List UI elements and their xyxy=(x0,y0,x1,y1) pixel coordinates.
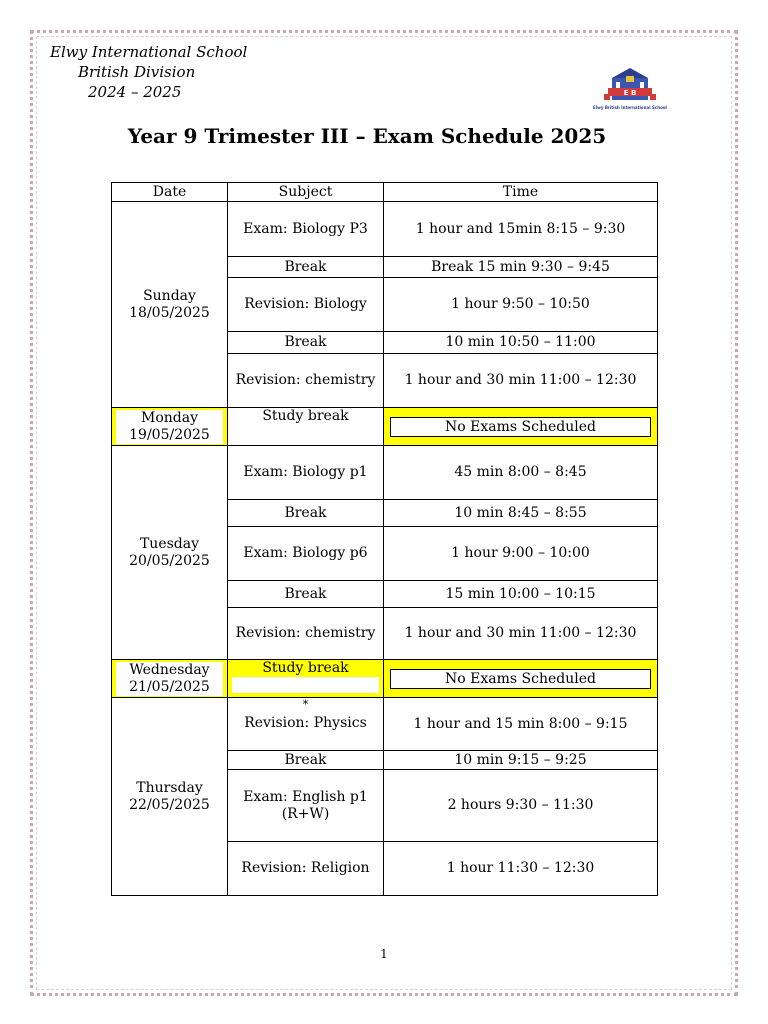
subject-cell: Break xyxy=(228,581,384,608)
subject-cell: Exam: Biology p6 xyxy=(228,527,384,581)
school-name: Elwy International School xyxy=(50,43,248,61)
subject-cell: Exam: Biology p1 xyxy=(228,446,384,500)
logo-caption: Elwy British International School xyxy=(593,105,667,110)
date-cell-monday xyxy=(112,408,228,446)
header-time: Time xyxy=(384,183,658,202)
page-title: Year 9 Trimester III – Exam Schedule 2025 xyxy=(127,124,607,148)
school-division: British Division xyxy=(78,63,196,81)
time-cell: 1 hour 9:50 – 10:50 xyxy=(384,278,658,332)
subject-cell xyxy=(228,770,384,842)
study-break-label: Study break xyxy=(262,660,349,676)
header-date: Date xyxy=(112,183,228,202)
time-cell: 10 min 10:50 – 11:00 xyxy=(384,332,658,354)
date-day: Wednesday xyxy=(116,662,223,679)
exam-schedule-table xyxy=(111,182,658,896)
subject-text: Revision: Physics xyxy=(244,715,367,731)
date-value: 22/05/2025 xyxy=(129,796,210,813)
date-cell-thursday xyxy=(112,698,228,896)
time-cell: 45 min 8:00 – 8:45 xyxy=(384,446,658,500)
time-cell: 1 hour 11:30 – 12:30 xyxy=(384,842,658,896)
subject-text-line2: (R+W) xyxy=(281,805,330,822)
page-number: 1 xyxy=(380,947,388,961)
time-cell xyxy=(384,408,658,446)
table-header-row xyxy=(112,183,658,202)
school-logo-icon xyxy=(590,64,670,112)
subject-cell: Break xyxy=(228,257,384,278)
subject-cell: Exam: Biology P3 xyxy=(228,202,384,257)
date-value: 19/05/2025 xyxy=(116,427,223,444)
subject-cell: Revision: chemistry xyxy=(228,354,384,408)
subject-cell xyxy=(228,660,384,698)
asterisk-marker: * xyxy=(302,698,309,711)
date-value: 20/05/2025 xyxy=(129,552,210,569)
subject-cell: Revision: Biology xyxy=(228,278,384,332)
date-day: Tuesday xyxy=(139,535,200,552)
date-day: Thursday xyxy=(136,779,203,796)
school-year: 2024 – 2025 xyxy=(88,83,182,101)
date-cell-tuesday xyxy=(112,446,228,660)
date-day: Monday xyxy=(116,410,223,427)
header-subject: Subject xyxy=(228,183,384,202)
date-cell-sunday xyxy=(112,202,228,408)
time-cell: 1 hour and 15 min 8:00 – 9:15 xyxy=(384,698,658,751)
time-cell: 2 hours 9:30 – 11:30 xyxy=(384,770,658,842)
time-cell: 1 hour and 15min 8:15 – 9:30 xyxy=(384,202,658,257)
table-row xyxy=(112,446,658,500)
table-row xyxy=(112,202,658,257)
time-cell xyxy=(384,660,658,698)
subject-cell xyxy=(228,698,384,751)
subject-cell: Break xyxy=(228,332,384,354)
table-row xyxy=(112,698,658,751)
date-value: 18/05/2025 xyxy=(129,304,210,321)
date-cell-wednesday xyxy=(112,660,228,698)
subject-cell: Revision: chemistry xyxy=(228,608,384,660)
time-cell: 1 hour and 30 min 11:00 – 12:30 xyxy=(384,354,658,408)
subject-cell: Break xyxy=(228,751,384,770)
time-cell: Break 15 min 9:30 – 9:45 xyxy=(384,257,658,278)
subject-cell: Study break xyxy=(228,408,384,446)
date-day: Sunday xyxy=(143,287,196,304)
no-exams-label: No Exams Scheduled xyxy=(390,417,651,437)
no-exams-label: No Exams Scheduled xyxy=(390,669,651,689)
logo-badge: E B xyxy=(623,89,637,97)
time-cell: 1 hour and 30 min 11:00 – 12:30 xyxy=(384,608,658,660)
subject-cell: Break xyxy=(228,500,384,527)
time-cell: 1 hour 9:00 – 10:00 xyxy=(384,527,658,581)
time-cell: 10 min 9:15 – 9:25 xyxy=(384,751,658,770)
table-row-wednesday xyxy=(112,660,658,698)
school-header xyxy=(46,42,247,102)
date-value: 21/05/2025 xyxy=(116,679,223,696)
time-cell: 15 min 10:00 – 10:15 xyxy=(384,581,658,608)
time-cell: 10 min 8:45 – 8:55 xyxy=(384,500,658,527)
school-logo xyxy=(590,64,670,112)
table-row-monday xyxy=(112,408,658,446)
subject-cell: Revision: Religion xyxy=(228,842,384,896)
subject-text: Exam: English p1 xyxy=(243,788,368,805)
